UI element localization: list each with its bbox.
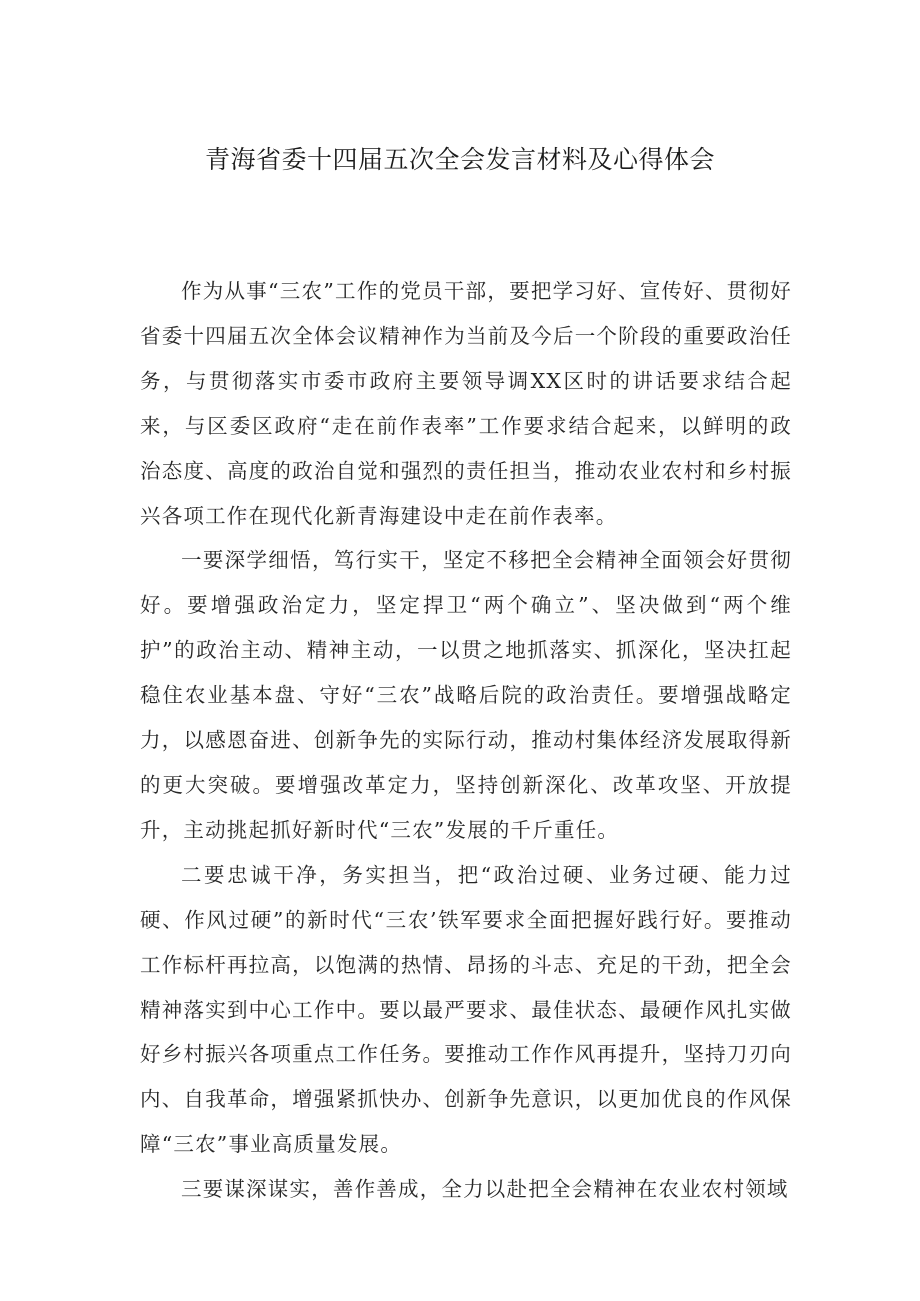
paragraph-point-three: 三要谋深谋实，善作善成，全力以赴把全会精神在农业农村领域 bbox=[181, 1177, 789, 1202]
paragraph-intro: 作为从事“三农”工作的党员干部，要把学习好、宣传好、贯彻好省委十四届五次全体会议精神作为当前及今后一个阶段的重要政治任务，与贯彻落实市委市政府主要领导调XX区时的讲话要求结合起来，与区委区政府“走在前作表率”工作要求结合起来，以鲜明的政治态度、高度的政治自觉和强烈的责任担当，推动农业农村和乡村振兴各项工作在现代化新青海建设中走在前作表率。 bbox=[140, 279, 792, 528]
paragraph-point-two: 二要忠诚干净，务实担当，把“政治过硬、业务过硬、能力过硬、作风过硬”的新时代“三农’铁军要求全面把握好践行好。要推动工作标杆再拉高，以饱满的热情、昂扬的斗志、充足的干劲，把全会精神落实到中心工作中。要以最严要求、最佳状态、最硬作风扎实做好乡村振兴各项重点工作任务。要推动工作作风再提升，坚持刀刃向内、自我革命，增强紧抓快办、创新争先意识，以更加优良的作风保障“三农”事业高质量发展。 bbox=[140, 862, 792, 1157]
paragraph-point-one: 一要深学细悟，笃行实干，坚定不移把全会精神全面领会好贯彻好。要增强政治定力，坚定捍卫“两个确立”、坚决做到“两个维护”的政治主动、精神主动，一以贯之地抓落实、抓深化，坚决扛起稳住农业基本盘、守好“三农”战略后院的政治责任。要增强战略定力，以感恩奋进、创新争先的实际行动，推动村集体经济发展取得新的更大突破。要增强改革定力，坚持创新深化、改革攻坚、开放提升，主动挑起抓好新时代“三农”发展的千斤重任。 bbox=[140, 548, 792, 842]
document-title: 青海省委十四届五次全会发言材料及心得体会 bbox=[204, 145, 715, 174]
document-body bbox=[140, 269, 792, 1212]
